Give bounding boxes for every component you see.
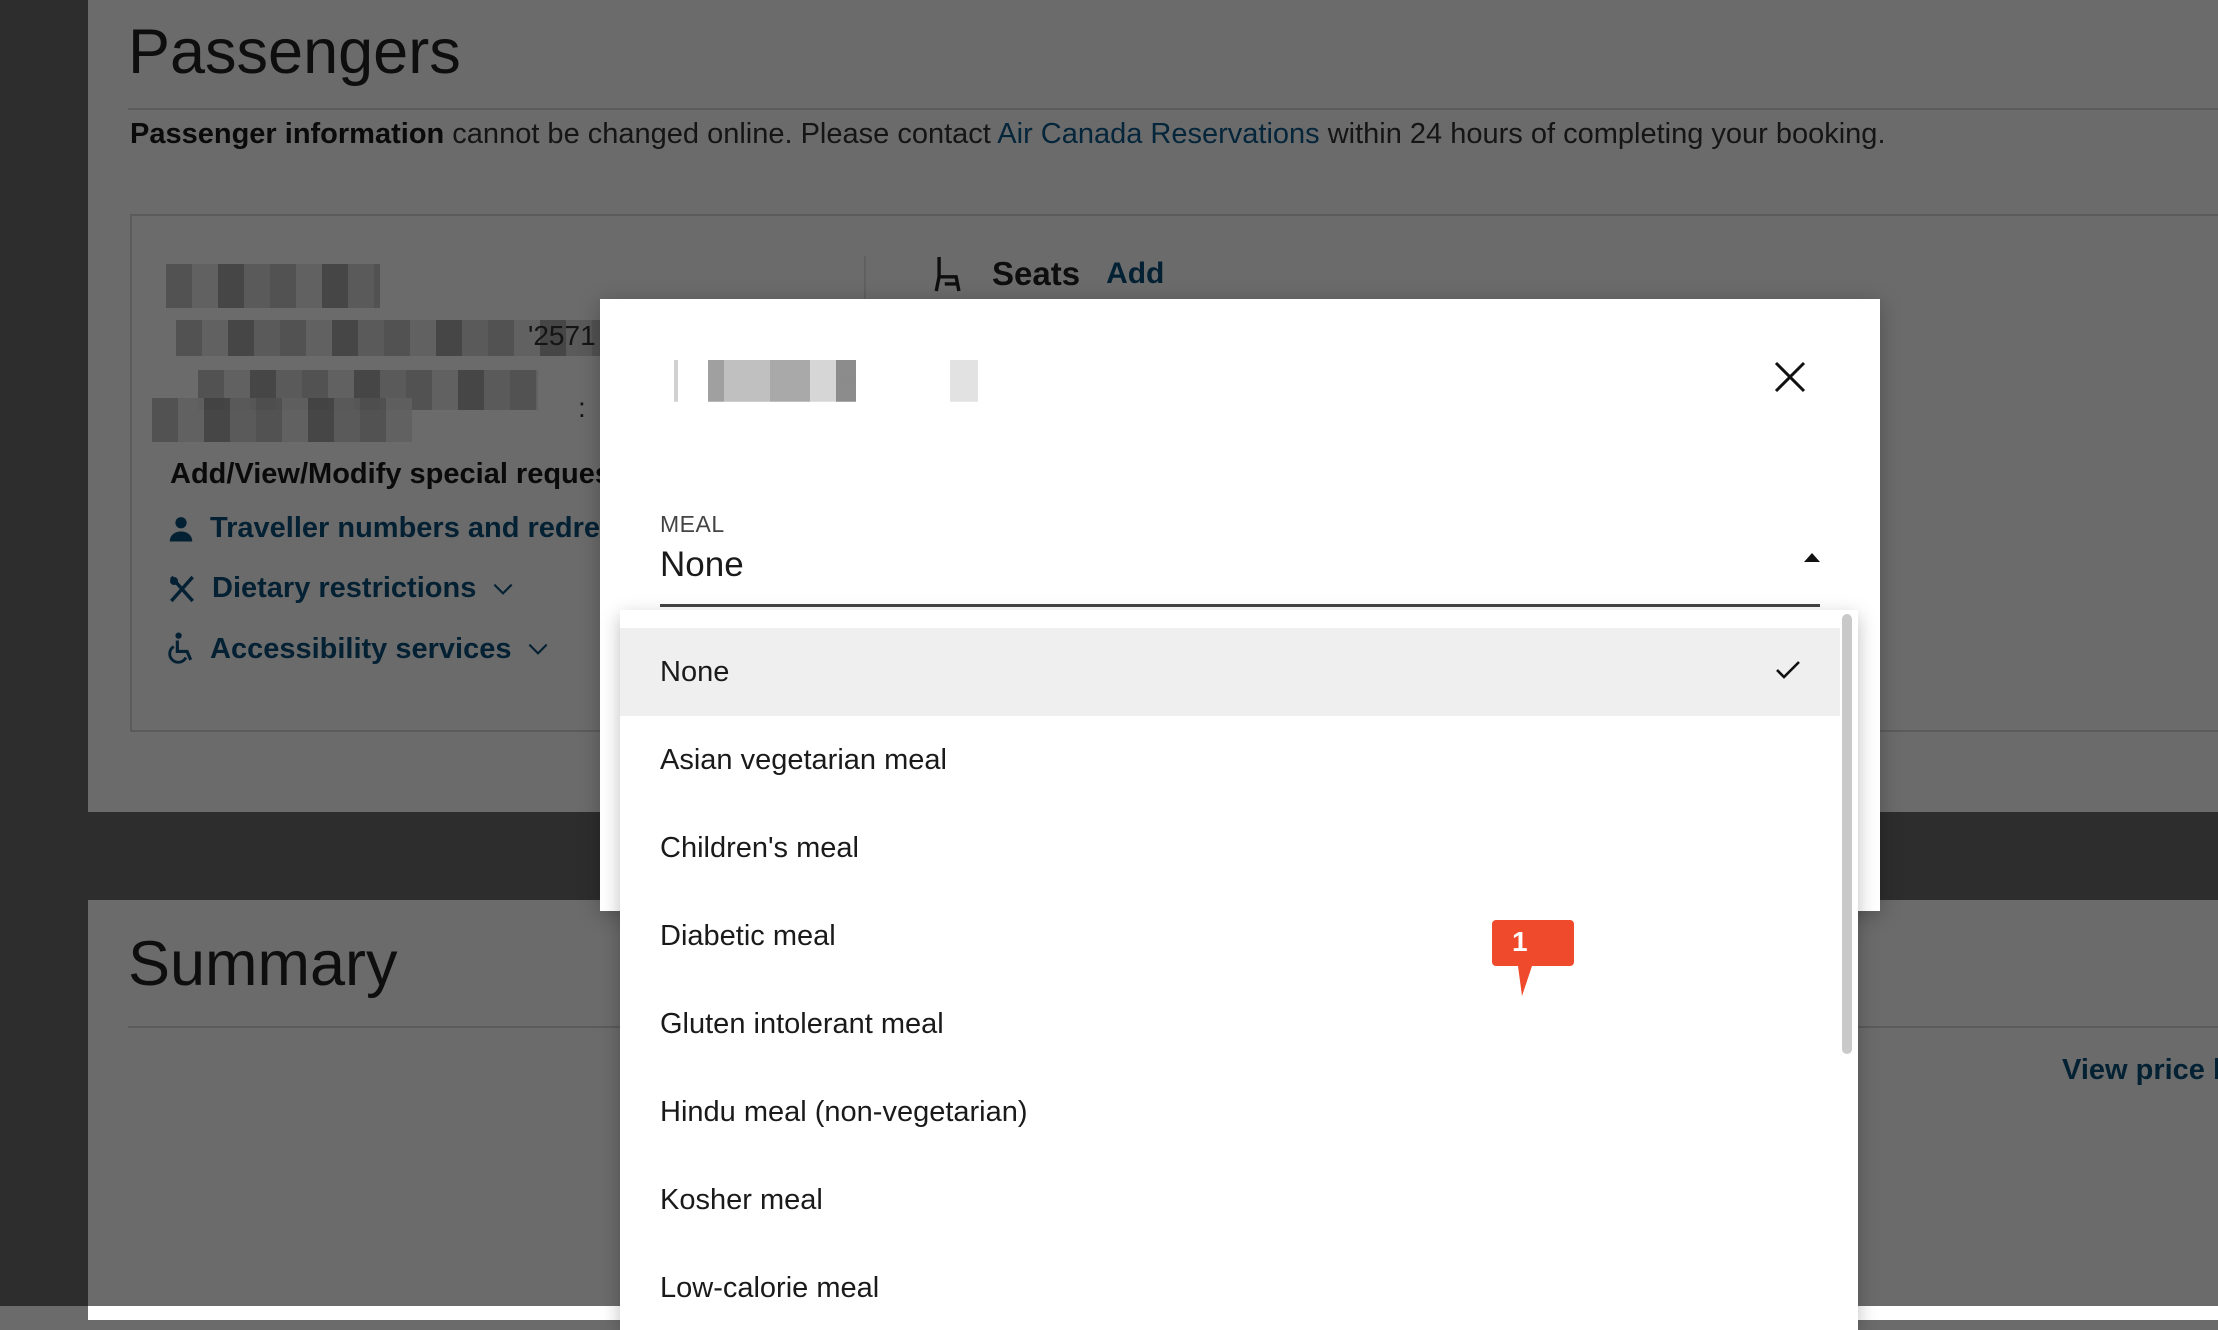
marker-number: 1 <box>1512 926 1528 957</box>
meal-option-gluten-intolerant[interactable] <box>620 980 1840 1068</box>
option-label: Children's meal <box>660 831 859 864</box>
option-label: Asian vegetarian meal <box>660 743 947 776</box>
meal-selected-value: None <box>660 545 744 584</box>
meal-label: MEAL <box>660 511 725 537</box>
option-label: Low-calorie meal <box>660 1271 880 1304</box>
meal-option-kosher[interactable] <box>620 1156 1840 1244</box>
checkmark-icon <box>1774 658 1802 682</box>
meal-option-none[interactable] <box>620 628 1840 716</box>
redacted-passenger-name <box>660 341 984 417</box>
meal-option-childrens[interactable] <box>620 804 1840 892</box>
meal-option-low-calorie[interactable] <box>620 1244 1840 1330</box>
option-label: Gluten intolerant meal <box>660 1007 944 1040</box>
option-label: Kosher meal <box>660 1183 823 1216</box>
close-icon <box>1772 359 1808 395</box>
speech-bubble-icon <box>1492 918 1574 998</box>
meal-select[interactable] <box>660 511 1820 607</box>
field-underline <box>660 604 1820 607</box>
meal-option-asian-vegetarian[interactable] <box>620 716 1840 804</box>
option-label: Diabetic meal <box>660 919 836 952</box>
option-label: Hindu meal (non-vegetarian) <box>660 1095 1028 1128</box>
scrollbar[interactable] <box>1842 614 1852 1054</box>
annotation-marker <box>1492 918 1574 998</box>
caret-up-icon <box>1804 553 1820 562</box>
option-label: None <box>660 655 730 688</box>
meal-options-list[interactable] <box>620 610 1858 1330</box>
close-button[interactable] <box>1772 359 1808 395</box>
meal-option-diabetic[interactable] <box>620 892 1840 980</box>
meal-option-hindu[interactable] <box>620 1068 1840 1156</box>
